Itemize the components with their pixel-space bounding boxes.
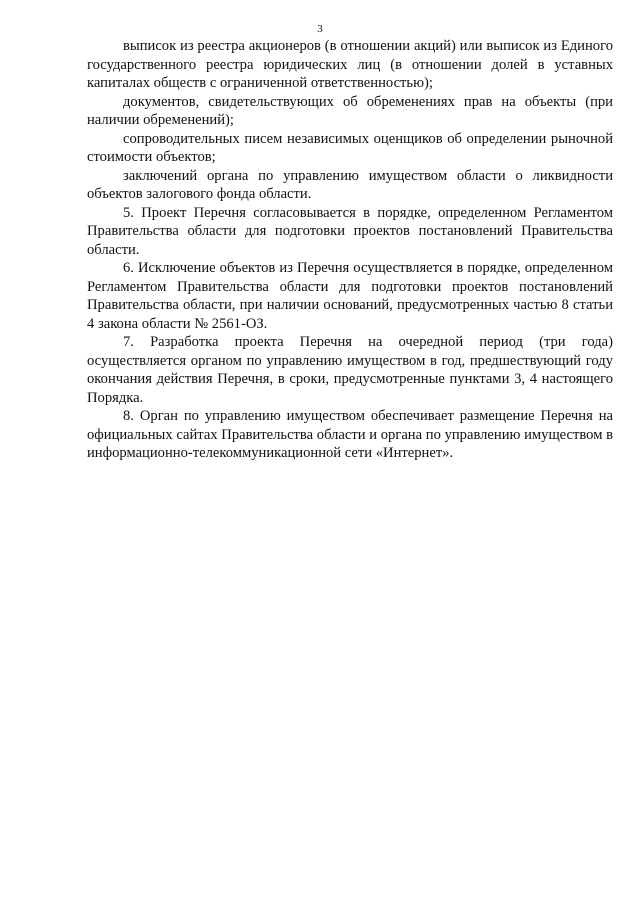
paragraph-encumbrance-documents: документов, свидетельствующих об обременениях прав на объекты (при наличии обременений); <box>87 93 613 128</box>
paragraph-liquidity-conclusions: заключений органа по управлению имуществом области о ликвидности объектов залогового фонда области. <box>87 167 613 202</box>
page-number: 3 <box>317 23 323 35</box>
paragraph-shareholder-register-extracts: выписок из реестра акционеров (в отношении акций) или выписок из Единого государственного реестра юридических лиц (в отношении долей в уставных капиталах обществ с ограниченной ответственностью); <box>87 38 613 91</box>
document-body <box>87 37 613 463</box>
paragraph-item-8: 8. Орган по управлению имуществом обеспечивает размещение Перечня на официальных сайтах Правительства области и органа по управлению имуществом в информационно-телекоммуникационной сети «Интернет». <box>87 408 613 461</box>
paragraph-appraiser-letters: сопроводительных писем независимых оценщиков об определении рыночной стоимости объектов; <box>87 130 613 165</box>
paragraph-item-7: 7. Разработка проекта Перечня на очередной период (три года) осуществляется органом по управлению имуществом в год, предшествующий году окончания действия Перечня, в сроки, предусмотренные пунктами 3, 4 настоящего Порядка. <box>87 334 613 406</box>
paragraph-item-5: 5. Проект Перечня согласовывается в порядке, определенном Регламентом Правительства области для подготовки проектов постановлений Правительства области. <box>87 204 613 258</box>
paragraph-item-6: 6. Исключение объектов из Перечня осуществляется в порядке, определенном Регламентом Правительства области для подготовки проектов постановлений Правительства области, при наличии оснований, предусмотренных частью 8 статьи 4 закона области № 2561-ОЗ. <box>87 260 613 332</box>
